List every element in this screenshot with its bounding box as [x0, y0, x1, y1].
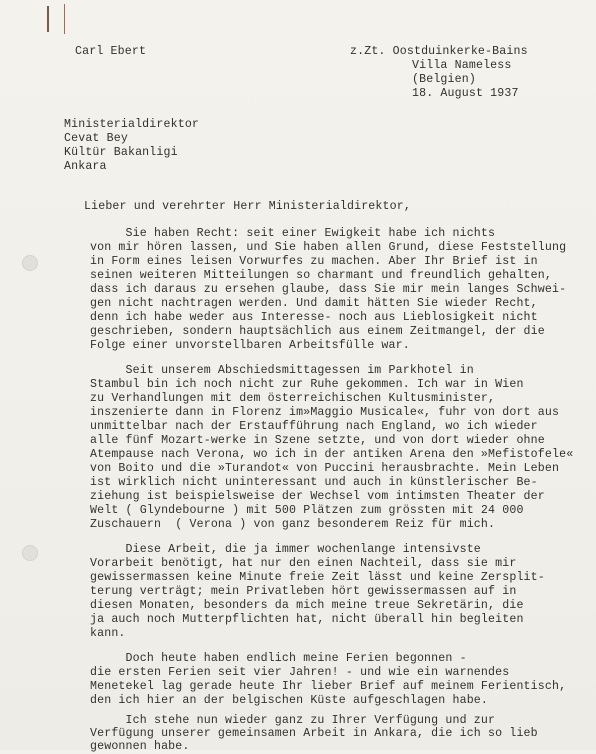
- recipient-line: Ministerialdirektor: [64, 118, 200, 131]
- text-line: Sie haben Recht: seit einer Ewigkeit habe ich nichts: [90, 227, 496, 240]
- text-line: zu Verhandlungen mit dem österreichischen Kultusminister,: [90, 392, 496, 405]
- text-line: von Boito und die »Turandot« von Puccini herausbrachte. Mein Leben: [90, 462, 560, 475]
- text-line: Seit unserem Abschiedsmittagessen im Parkhotel in: [90, 364, 474, 377]
- text-line: Welt ( Glyndebourne ) mit 500 Plätzen zum grössten mit 24 000: [90, 504, 524, 517]
- text-line: Diese Arbeit, die ja immer wochenlange intensivste: [90, 543, 481, 556]
- punch-hole: [22, 255, 38, 271]
- text-line: Atempause nach Verona, wo ich in der antiken Arena den »Mefistofele«: [90, 448, 574, 461]
- text-line: diesen Monaten, besonders da mich meine treue Sekretärin, die: [90, 599, 524, 612]
- recipient-line: Ankara: [64, 160, 107, 173]
- text-line: Stambul bin ich noch nicht zur Ruhe gekommen. Ich war in Wien: [90, 378, 524, 391]
- text-line: seinen weiteren Mitteilungen so charmant und freundlich gehalten,: [90, 269, 552, 282]
- text-line: kann.: [90, 627, 126, 640]
- text-line: Menetekel lag gerade heute Ihr lieber Brief auf meinem Ferientisch,: [90, 680, 567, 693]
- ink-mark: [64, 4, 65, 34]
- salutation: Lieber und verehrter Herr Ministerialdirektor,: [84, 200, 411, 213]
- punch-hole: [22, 545, 38, 561]
- text-line: Vorarbeit benötigt, hat nur den einen Nachteil, dass sie mir: [90, 557, 517, 570]
- ink-mark: [47, 6, 49, 32]
- address-line: z.Zt. Oostduinkerke-Bains: [350, 45, 528, 58]
- letter-date: 18. August 1937: [412, 87, 519, 100]
- recipient-line: Cevat Bey: [64, 132, 128, 145]
- address-line: (Belgien): [412, 73, 476, 86]
- text-line: Verfügung unserer gemeinsamen Arbeit in Ankara, die ich so lieb: [90, 727, 538, 740]
- text-line: inszenierte dann in Florenz im»Maggio Musicale«, fuhr von dort aus: [90, 406, 560, 419]
- text-line: alle fünf Mozart-werke in Szene setzte, und von dort wieder ohne: [90, 434, 545, 447]
- text-line: terung verträgt; mein Privatleben hört gewissermassen auf in: [90, 585, 517, 598]
- text-line: ist wirklich nicht uninteressant und auch in künstlerischer Be-: [90, 476, 538, 489]
- text-line: gewonnen habe.: [90, 740, 190, 753]
- text-line: denn ich habe weder aus Interesse- noch aus Lieblosigkeit nicht: [90, 311, 538, 324]
- text-line: Zuschauern ( Verona ) von ganz besonderem Reiz für mich.: [90, 518, 496, 531]
- address-line: Villa Nameless: [412, 59, 512, 72]
- text-line: gen nicht nachtragen werden. Und damit hätten Sie wieder Recht,: [90, 297, 538, 310]
- recipient-line: Kültür Bakanligi: [64, 146, 178, 159]
- text-line: gewissermassen keine Minute freie Zeit lässt und keine Zersplit-: [90, 571, 545, 584]
- text-line: die ersten Ferien seit vier Jahren! - und wie ein warnendes: [90, 666, 510, 679]
- text-line: Doch heute haben endlich meine Ferien begonnen -: [90, 652, 467, 665]
- text-line: Folge einer unvorstellbaren Arbeitsfülle war.: [90, 339, 410, 352]
- text-line: geschrieben, sondern hauptsächlich aus einem Zeitmangel, der die: [90, 325, 545, 338]
- text-line: ja auch noch Mutterpflichten hat, nicht überall hin begleiten: [90, 613, 524, 626]
- text-line: Ich stehe nun wieder ganz zu Ihrer Verfügung und zur: [90, 714, 496, 727]
- text-line: in Form eines leisen Vorwurfes zu machen. Aber Ihr Brief ist in: [90, 255, 538, 268]
- text-line: dass ich daraus zu ersehen glaube, dass Sie mir mein langes Schwei-: [90, 283, 567, 296]
- text-line: ziehung ist beispielsweise der Wechsel vom intimsten Theater der: [90, 490, 545, 503]
- text-line: von mir hören lassen, und Sie haben allen Grund, diese Feststellung: [90, 241, 567, 254]
- text-line: den ich hier an der belgischen Küste aufgeschlagen habe.: [90, 694, 489, 707]
- sender-name: Carl Ebert: [75, 45, 147, 58]
- text-line: unmittelbar nach der Erstaufführung nach England, wo ich wieder: [90, 420, 538, 433]
